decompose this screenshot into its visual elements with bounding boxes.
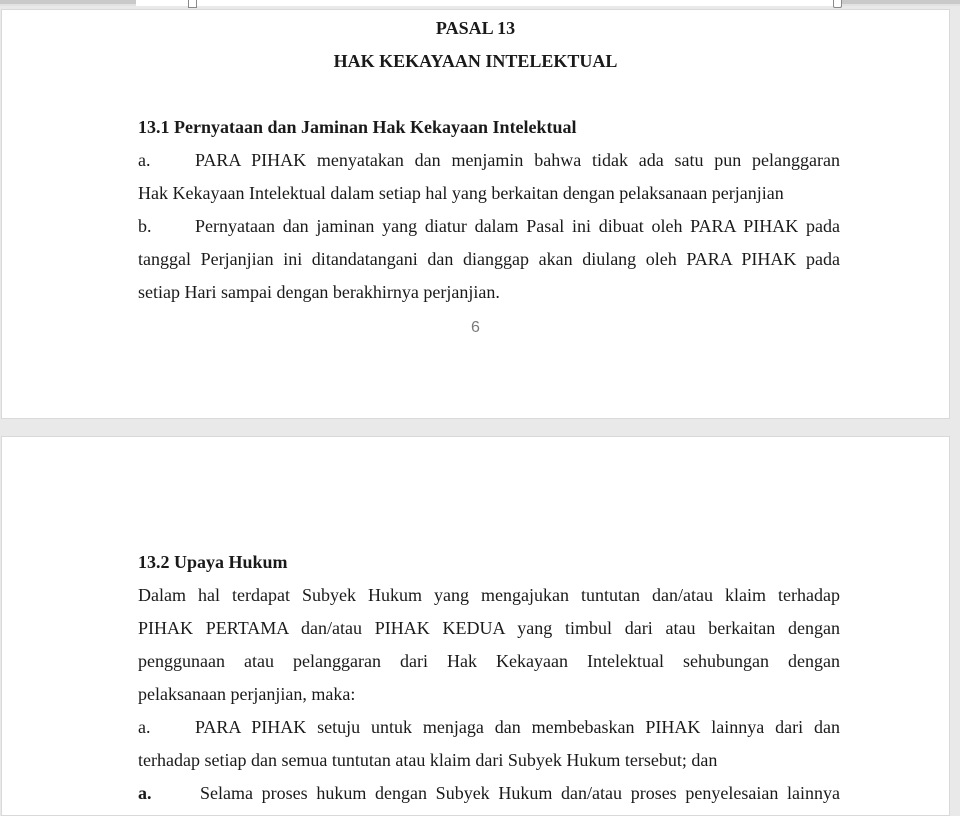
left-indent-marker[interactable]: [188, 0, 197, 8]
section-heading-13-2: 13.2 Upaya Hukum: [138, 552, 288, 572]
ruler-margin-left: [0, 0, 136, 4]
paragraph-line-3: penggunaan atau pelanggaran dari Hak Kekayaan Intelektual sehubungan dengan: [138, 651, 840, 671]
item-a-text: PARA PIHAK menyatakan dan menjamin bahwa tidak ada satu pun pelanggaran: [195, 150, 840, 170]
item-b-text: Pernyataan dan jaminan yang diatur dalam Pasal ini dibuat oleh PARA PIHAK pada: [195, 216, 840, 236]
paragraph-line-2: PIHAK PERTAMA dan/atau PIHAK KEDUA yang timbul dari atau berkaitan dengan: [138, 618, 840, 638]
ruler-text-area: [136, 0, 840, 6]
document-page-6[interactable]: [1, 9, 950, 419]
right-indent-marker[interactable]: [833, 0, 842, 8]
horizontal-ruler[interactable]: [0, 0, 960, 6]
paragraph-line-1: Dalam hal terdapat Subyek Hukum yang mengajukan tuntutan dan/atau klaim terhadap: [138, 585, 840, 605]
item-a-line-1: [138, 716, 840, 738]
pasal-title: PASAL 13: [435, 18, 516, 38]
page-number: 6: [471, 319, 480, 336]
item-b-line-1: [138, 215, 840, 237]
item-a-line-2: Hak Kekayaan Intelektual dalam setiap hal yang berkaitan dengan pelaksanaan perjanjian: [138, 183, 784, 203]
ruler-margin-right: [840, 0, 960, 4]
item-a2-line-1: [138, 782, 840, 804]
item-a-label: a.: [138, 150, 151, 170]
item-b-label: b.: [138, 216, 152, 236]
item-a2-label: a.: [138, 783, 152, 803]
item-a-line-1: [138, 149, 840, 171]
item-b-line-2: tanggal Perjanjian ini ditandatangani dan dianggap akan diulang oleh PARA PIHAK pada: [138, 249, 840, 269]
item-a-line-2: terhadap setiap dan semua tuntutan atau klaim dari Subyek Hukum tersebut; dan: [138, 750, 718, 770]
section-heading-13-1: 13.1 Pernyataan dan Jaminan Hak Kekayaan Intelektual: [138, 117, 577, 137]
item-a-label: a.: [138, 717, 151, 737]
paragraph-line-4: pelaksanaan perjanjian, maka:: [138, 684, 356, 704]
document-page-7[interactable]: [1, 436, 950, 816]
item-a-text: PARA PIHAK setuju untuk menjaga dan membebaskan PIHAK lainnya dari dan: [195, 717, 840, 737]
item-b-line-3: setiap Hari sampai dengan berakhirnya perjanjian.: [138, 282, 500, 302]
item-a2-text: Selama proses hukum dengan Subyek Hukum dan/atau proses penyelesaian lainnya: [200, 783, 840, 803]
pasal-subtitle: HAK KEKAYAAN INTELEKTUAL: [333, 51, 618, 71]
